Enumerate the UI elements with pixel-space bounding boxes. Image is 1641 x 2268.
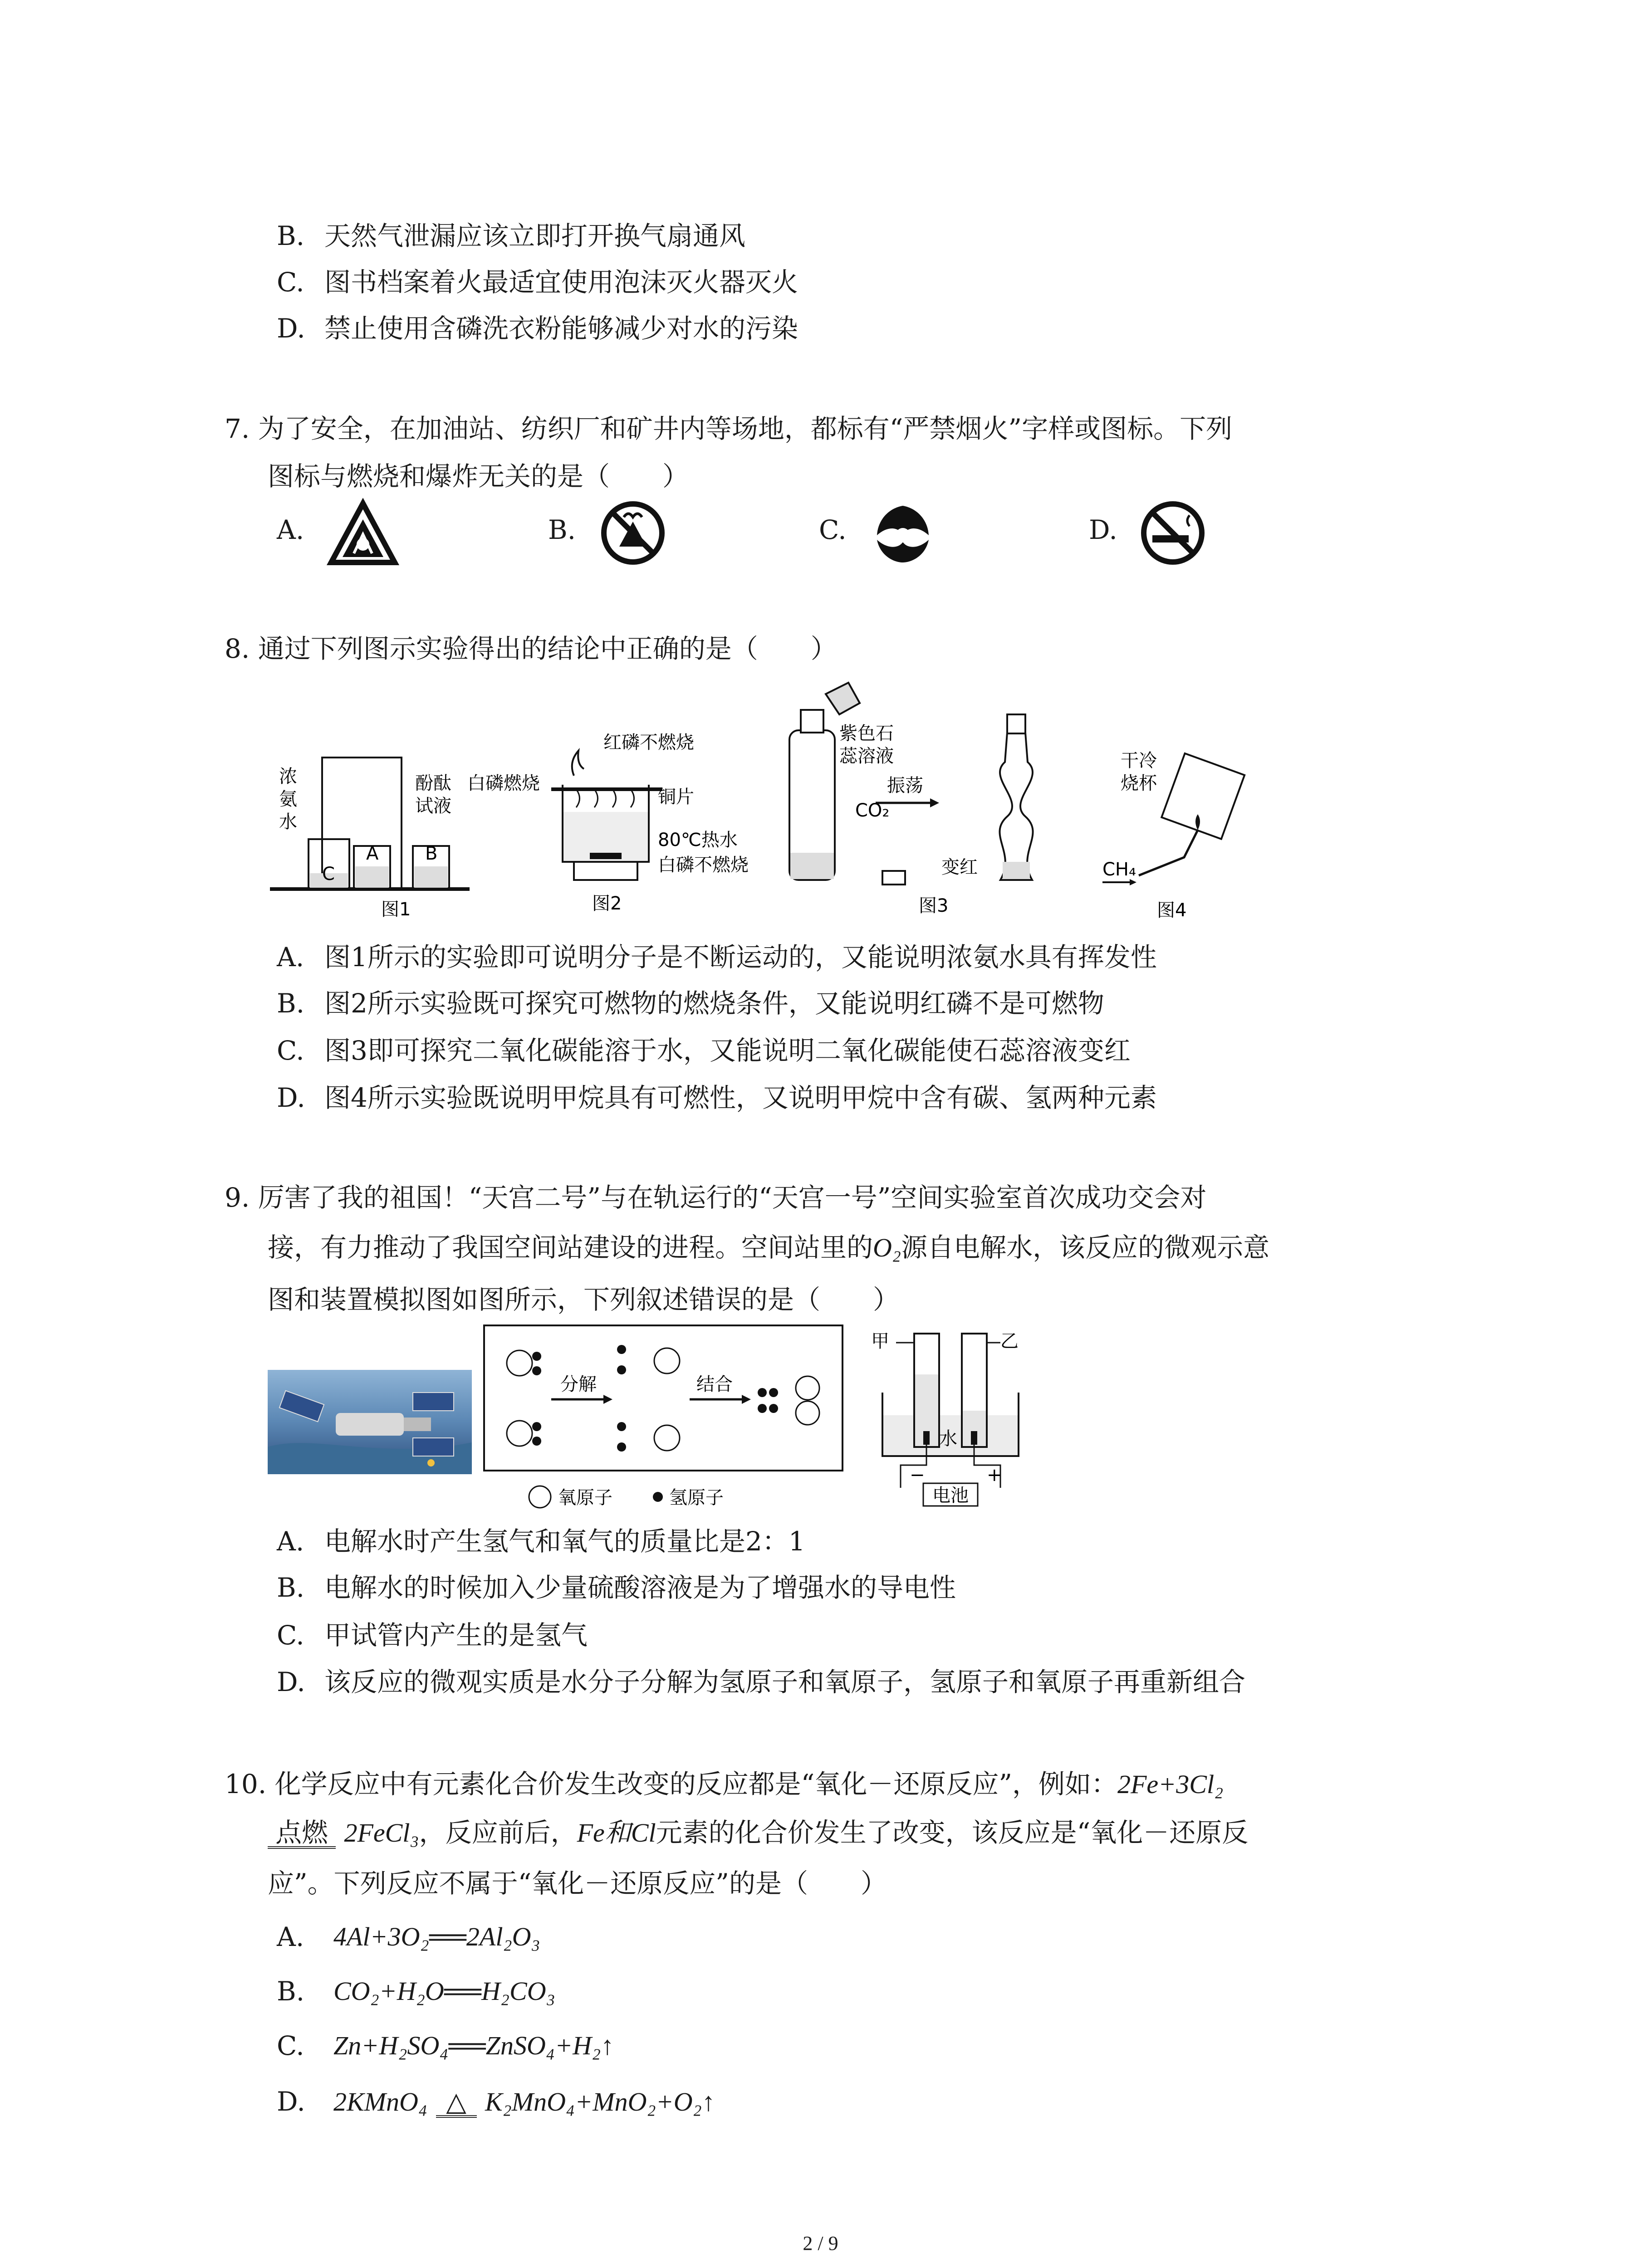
q8-option-a-label: A.	[277, 942, 304, 973]
q8-option-c-text: 图3即可探究二氧化碳能溶于水，又能说明二氧化碳能使石蕊溶液变红	[324, 1035, 1131, 1066]
q10-stem-line3: 应”。下列反应不属于“氧化－还原反应”的是（ ）	[268, 1868, 887, 1899]
fig1-beaker-c: C	[322, 864, 335, 885]
q6-option-c: C.	[277, 267, 304, 298]
q10-example-right: 2FeCl₃	[344, 1818, 419, 1848]
q10-option-b-eq: CO₂+H₂O══H₂CO₃	[333, 1976, 555, 2006]
oxygen-atom-legend: 氧原子	[558, 1487, 612, 1508]
q10-option-a-label: A.	[277, 1921, 304, 1952]
q10-option-c-eq: Zn+H₂SO₄══ZnSO₄+H₂↑	[333, 2031, 614, 2060]
o2-formula: O₂	[873, 1233, 901, 1262]
q8-option-b-text: 图2所示实验既可探究可燃物的燃烧条件，又能说明红磷不是可燃物	[324, 988, 1104, 1019]
fig4-cup-1: 干冷	[1121, 750, 1157, 771]
q8-figure-2	[467, 726, 758, 916]
fig1-caption: 图1	[381, 899, 411, 920]
q7-option-c-label: C.	[819, 514, 847, 545]
tube-jia-label: 甲	[871, 1331, 889, 1352]
q8-option-a-text: 图1所示的实验即可说明分子是不断运动的，又能说明浓氨水具有挥发性	[324, 942, 1157, 973]
q6-option-c-text: 图书档案着火最适宜使用泡沫灭火器灭火	[324, 267, 798, 298]
fig3-shake: 振荡	[887, 775, 923, 796]
fig4-caption: 图4	[1157, 900, 1187, 921]
q7-option-b-label: B.	[548, 514, 576, 545]
fig2-hot-water: 80℃热水	[658, 830, 738, 850]
fig2-white-burning: 白磷燃烧	[467, 773, 540, 794]
q8-option-d-label: D.	[277, 1082, 305, 1113]
page-number: 2 / 9	[803, 2232, 838, 2254]
q10-option-b-label: B.	[277, 1976, 305, 2007]
hydrogen-atom-legend-icon	[653, 1492, 663, 1502]
q10-option-c-label: C.	[277, 2030, 304, 2061]
fig1-label-phenol: 酚酞	[415, 773, 451, 794]
q10-example-left: 2Fe+3Cl₂	[1117, 1769, 1224, 1799]
battery-plus: +	[987, 1465, 1002, 1486]
q9-stem-line1: 9. 厉害了我的祖国！“天宫二号”与在轨运行的“天宫一号”空间实验室首次成功交会对	[225, 1182, 1207, 1213]
q10-option-d-eq: 2KMnO₄ △ K₂MnO₄+MnO₂+O₂↑	[333, 2086, 715, 2117]
water-saving-icon	[869, 499, 937, 567]
q7-option-a-label: A.	[277, 514, 304, 545]
hydrogen-atom-legend: 氢原子	[669, 1487, 724, 1508]
fig3-litmus-1: 紫色石	[839, 723, 894, 744]
decompose-label: 分解	[560, 1374, 597, 1395]
q9-option-a-label: A.	[277, 1526, 304, 1557]
explosive-warning-icon	[327, 499, 399, 567]
q7-stem-line1: 7. 为了安全，在加油站、纺织厂和矿井内等场地，都标有“严禁烟火”字样或图标。下列	[225, 413, 1233, 444]
q9-option-c-label: C.	[277, 1620, 304, 1651]
q10-option-a-eq: 4Al+3O₂══2Al₂O₃	[333, 1922, 540, 1951]
tube-yi-label: 乙	[1000, 1331, 1019, 1352]
fig3-turns-red: 变红	[941, 857, 978, 878]
fig1-label-shui: 水	[279, 811, 297, 832]
q7-stem-line2: 图标与燃烧和爆炸无关的是（ ）	[268, 461, 689, 492]
q6-option-b: B.	[277, 220, 305, 251]
fig1-beaker-b: B	[425, 843, 438, 864]
fig1-label-nong: 浓	[279, 766, 297, 787]
electrolysis-apparatus	[864, 1325, 1046, 1520]
fig2-copper-sheet: 铜片	[658, 787, 694, 807]
q9-option-b-text: 电解水的时候加入少量硫酸溶液是为了增强水的导电性	[324, 1572, 956, 1603]
fig3-co2: CO₂	[855, 800, 890, 821]
q8-figure-1	[270, 744, 476, 920]
q9-option-d-label: D.	[277, 1667, 305, 1697]
heat-condition: △	[436, 2088, 477, 2118]
fig4-cup-2: 烧杯	[1121, 773, 1157, 794]
fig1-label-an: 氨	[279, 789, 297, 810]
fig2-white-not-burning: 白磷不燃烧	[658, 855, 749, 875]
oxygen-atom-legend-icon	[529, 1486, 551, 1508]
q8-option-d-text: 图4所示实验既说明甲烷具有可燃性，又说明甲烷中含有碳、氢两种元素	[324, 1082, 1157, 1113]
q8-figure-3	[780, 680, 1098, 921]
q6-option-d-text: 禁止使用含磷洗衣粉能够减少对水的污染	[324, 313, 798, 344]
battery-label: 电池	[932, 1485, 969, 1506]
q9-option-b-label: B.	[277, 1572, 305, 1603]
space-station-photo	[268, 1370, 472, 1474]
ignite-condition: 点燃	[268, 1819, 336, 1849]
battery-minus: −	[910, 1465, 925, 1486]
fig2-red-not-burning: 红磷不燃烧	[603, 732, 694, 753]
q9-stem-line2: 接，有力推动了我国空间站建设的进程。空间站里的O₂源自电解水，该反应的微观示意	[268, 1232, 1270, 1263]
q6-option-d: D.	[277, 313, 305, 344]
q7-option-d-label: D.	[1089, 514, 1117, 545]
fig3-caption: 图3	[919, 895, 949, 916]
q10-option-d-label: D.	[277, 2086, 305, 2117]
q9-option-d-text: 该反应的微观实质是水分子分解为氢原子和氧原子，氢原子和氧原子再重新组合	[324, 1667, 1246, 1697]
fig1-beaker-a: A	[366, 843, 379, 864]
combine-label: 结合	[696, 1374, 733, 1395]
q9-option-a-text: 电解水时产生氢气和氧气的质量比是2：1	[324, 1526, 805, 1557]
fe-cl-elements: Fe和Cl	[577, 1818, 656, 1848]
water-label: 水	[939, 1428, 957, 1449]
q8-option-c-label: C.	[277, 1035, 304, 1066]
q10-stem-line2: 点燃 2FeCl₃，反应前后，Fe和Cl元素的化合价发生了改变，该反应是“氧化－还原反	[268, 1814, 1248, 1851]
fig1-label-solution: 试液	[415, 796, 451, 816]
q8-figure-4	[1084, 744, 1266, 921]
electrolysis-micro-diagram	[483, 1325, 846, 1515]
q9-stem-line3: 图和装置模拟图如图所示，下列叙述错误的是（ ）	[268, 1284, 900, 1315]
fig2-caption: 图2	[592, 893, 622, 914]
q8-option-b-label: B.	[277, 988, 305, 1019]
q8-stem: 8. 通过下列图示实验得出的结论中正确的是（ ）	[225, 633, 837, 664]
q10-stem-line1: 10. 化学反应中有元素化合价发生改变的反应都是“氧化－还原反应”，例如：2Fe+3Cl₂	[225, 1769, 1224, 1799]
no-smoking-icon	[1139, 499, 1207, 567]
fig3-litmus-2: 蕊溶液	[839, 746, 894, 767]
q6-option-b-text: 天然气泄漏应该立即打开换气扇通风	[324, 220, 746, 251]
fig4-ch4: CH₄	[1102, 859, 1136, 880]
no-fireworks-icon	[599, 499, 667, 567]
q9-option-c-text: 甲试管内产生的是氢气	[324, 1620, 588, 1651]
